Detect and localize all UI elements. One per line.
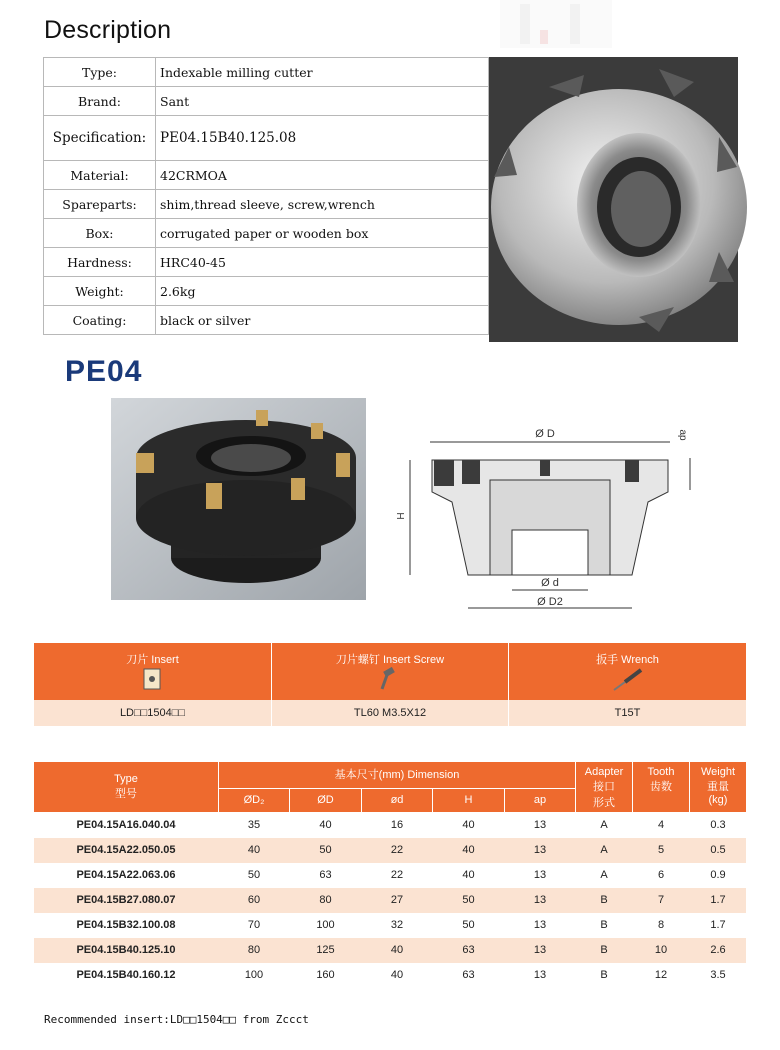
footnote: Recommended insert:LD□□1504□□ from Zccct (44, 1013, 309, 1026)
cell-tooth: 4 (657, 819, 665, 831)
cell-h: 40 (462, 869, 475, 881)
spec-row (44, 116, 489, 161)
spec-row (44, 190, 489, 219)
weight-header-line: (kg) (708, 794, 728, 806)
wrench-header (509, 643, 746, 700)
cell-type: PE04.15B27.080.07 (76, 894, 176, 906)
insert-icon (143, 668, 161, 690)
insert-table (34, 643, 746, 726)
dimension-table (34, 762, 746, 987)
cell-type: PE04.15A22.063.06 (76, 869, 176, 881)
spec-table (43, 57, 489, 335)
dimension-header: 基本尺寸(mm) Dimension (219, 762, 575, 788)
weight-header-line: Weight (700, 766, 736, 778)
drawing-label-d: Ø D (535, 428, 555, 440)
cell-dd: 32 (390, 919, 404, 931)
spec-key: Spareparts: (44, 190, 156, 219)
cell-adapter: A (600, 819, 608, 831)
tooth-header (633, 762, 689, 812)
table-row (34, 838, 746, 863)
cell-dd: 16 (390, 819, 404, 831)
cell-ap: 13 (533, 919, 547, 931)
cell-d2: 60 (247, 894, 261, 906)
cell-dd: 27 (390, 894, 404, 906)
drawing-label-d2: Ø D2 (537, 596, 563, 608)
cell-type: PE04.15B40.160.12 (76, 969, 176, 981)
cell-h: 40 (462, 844, 475, 856)
watermark-logo (500, 0, 612, 48)
weight-header-line: 重量 (707, 781, 729, 793)
cell-dd: 22 (390, 844, 404, 856)
cell-tooth: 10 (654, 944, 668, 956)
insert-header (34, 643, 271, 700)
insert-value: LD□□1504□□ (34, 700, 271, 726)
section-title: Description (44, 16, 172, 44)
spec-row (44, 58, 489, 87)
spec-row (44, 248, 489, 277)
spec-value: HRC40-45 (156, 248, 489, 277)
spec-value: corrugated paper or wooden box (156, 219, 489, 248)
cell-d2: 50 (247, 869, 261, 881)
tooth-header-line: 齿数 (650, 781, 672, 793)
cell-d2: 40 (247, 844, 261, 856)
adapter-header-line: 形式 (593, 797, 615, 809)
cell-type: PE04.15B32.100.08 (76, 919, 176, 931)
cell-h: 50 (462, 919, 475, 931)
cell-dd: 40 (390, 944, 404, 956)
cell-adapter: A (600, 869, 608, 881)
cell-weight: 1.7 (710, 919, 726, 931)
cell-tooth: 7 (657, 894, 665, 906)
cell-d: 40 (319, 819, 332, 831)
cell-d2: 80 (247, 944, 261, 956)
tooth-header-line: Tooth (647, 766, 675, 778)
cell-d: 63 (319, 869, 332, 881)
header-en: Insert Screw (382, 654, 445, 666)
type-header-en: Type (114, 773, 138, 785)
insert-screw-header (272, 643, 508, 700)
cell-adapter: B (600, 919, 608, 931)
product-title: PE04 (65, 355, 143, 388)
cell-d: 80 (319, 894, 332, 906)
spec-key: Coating: (44, 306, 156, 335)
col-d: ØD (290, 789, 361, 812)
cell-ap: 13 (533, 844, 547, 856)
product-render (111, 398, 366, 600)
spec-value: 2.6kg (156, 277, 489, 306)
cell-ap: 13 (533, 869, 547, 881)
adapter-header-line: Adapter (584, 766, 624, 778)
spec-value: Indexable milling cutter (156, 58, 489, 87)
cell-d: 50 (319, 844, 332, 856)
spec-key: Box: (44, 219, 156, 248)
header-en: Wrench (621, 654, 659, 666)
cell-adapter: B (600, 944, 608, 956)
header-en: Insert (151, 654, 179, 666)
type-header-cn: 型号 (115, 788, 137, 800)
spec-key: Specification: (44, 116, 156, 161)
spec-key: Brand: (44, 87, 156, 116)
cell-weight: 0.9 (710, 869, 726, 881)
cell-ap: 13 (533, 969, 547, 981)
spec-key: Hardness: (44, 248, 156, 277)
cell-d2: 70 (247, 919, 261, 931)
spec-value: Sant (156, 87, 489, 116)
col-h: H (433, 789, 504, 812)
cell-d: 100 (316, 919, 335, 931)
table-row (34, 888, 746, 913)
cell-tooth: 8 (657, 919, 665, 931)
cell-ap: 13 (533, 819, 547, 831)
table-row (34, 863, 746, 888)
cell-tooth: 5 (657, 844, 665, 856)
cell-weight: 3.5 (710, 969, 726, 981)
drawing-label-dd: Ø d (541, 577, 559, 589)
cell-d2: 35 (247, 819, 261, 831)
wrench-value: T15T (509, 700, 746, 726)
col-ap: ap (505, 789, 575, 812)
cell-h: 40 (462, 819, 475, 831)
spec-row (44, 87, 489, 116)
cell-h: 63 (462, 944, 475, 956)
cell-weight: 0.3 (710, 819, 726, 831)
col-dd: ød (362, 789, 432, 812)
spec-value: 42CRMOA (156, 161, 489, 190)
header-cn: 刀片 (126, 654, 149, 666)
spec-row (44, 219, 489, 248)
spec-key: Material: (44, 161, 156, 190)
cell-ap: 13 (533, 944, 547, 956)
cell-adapter: B (600, 969, 608, 981)
cell-type: PE04.15B40.125.10 (76, 944, 176, 956)
spec-value: shim,thread sleeve, screw,wrench (156, 190, 489, 219)
header-cn: 扳手 (596, 654, 619, 666)
spec-row (44, 277, 489, 306)
cell-ap: 13 (533, 894, 547, 906)
cell-d: 125 (316, 944, 335, 956)
spec-row (44, 161, 489, 190)
cell-dd: 22 (390, 869, 404, 881)
drawing-label-h: H (396, 512, 407, 520)
cell-weight: 1.7 (710, 894, 726, 906)
technical-drawing (396, 420, 700, 615)
insert-screw-value: TL60 M3.5X12 (272, 700, 508, 726)
cell-tooth: 12 (654, 969, 668, 981)
spec-value: PE04.15B40.125.08 (156, 116, 489, 161)
drawing-label-ap: ap (677, 429, 688, 441)
cell-type: PE04.15A16.040.04 (76, 819, 176, 831)
header-cn: 刀片螺钉 (335, 654, 380, 666)
cell-h: 50 (462, 894, 475, 906)
adapter-header-line: 接口 (593, 781, 615, 793)
product-photo (489, 57, 738, 342)
cell-weight: 2.6 (710, 944, 726, 956)
cell-adapter: B (600, 894, 608, 906)
cell-type: PE04.15A22.050.05 (76, 844, 176, 856)
col-d2: ØD₂ (219, 789, 289, 812)
cell-weight: 0.5 (710, 844, 726, 856)
spec-key: Weight: (44, 277, 156, 306)
cell-h: 63 (462, 969, 475, 981)
table-row (34, 963, 746, 988)
adapter-header (576, 762, 632, 812)
wrench-icon (611, 667, 645, 693)
table-row (34, 938, 746, 963)
table-row (34, 813, 746, 838)
type-header (34, 762, 218, 812)
spec-value: black or silver (156, 306, 489, 335)
cell-adapter: A (600, 844, 608, 856)
cell-tooth: 6 (657, 869, 665, 881)
weight-header (690, 762, 746, 812)
screw-icon (378, 667, 400, 691)
table-row (34, 913, 746, 938)
cell-dd: 40 (390, 969, 404, 981)
cell-d2: 100 (244, 969, 264, 981)
spec-row (44, 306, 489, 335)
spec-key: Type: (44, 58, 156, 87)
cell-d: 160 (316, 969, 335, 981)
